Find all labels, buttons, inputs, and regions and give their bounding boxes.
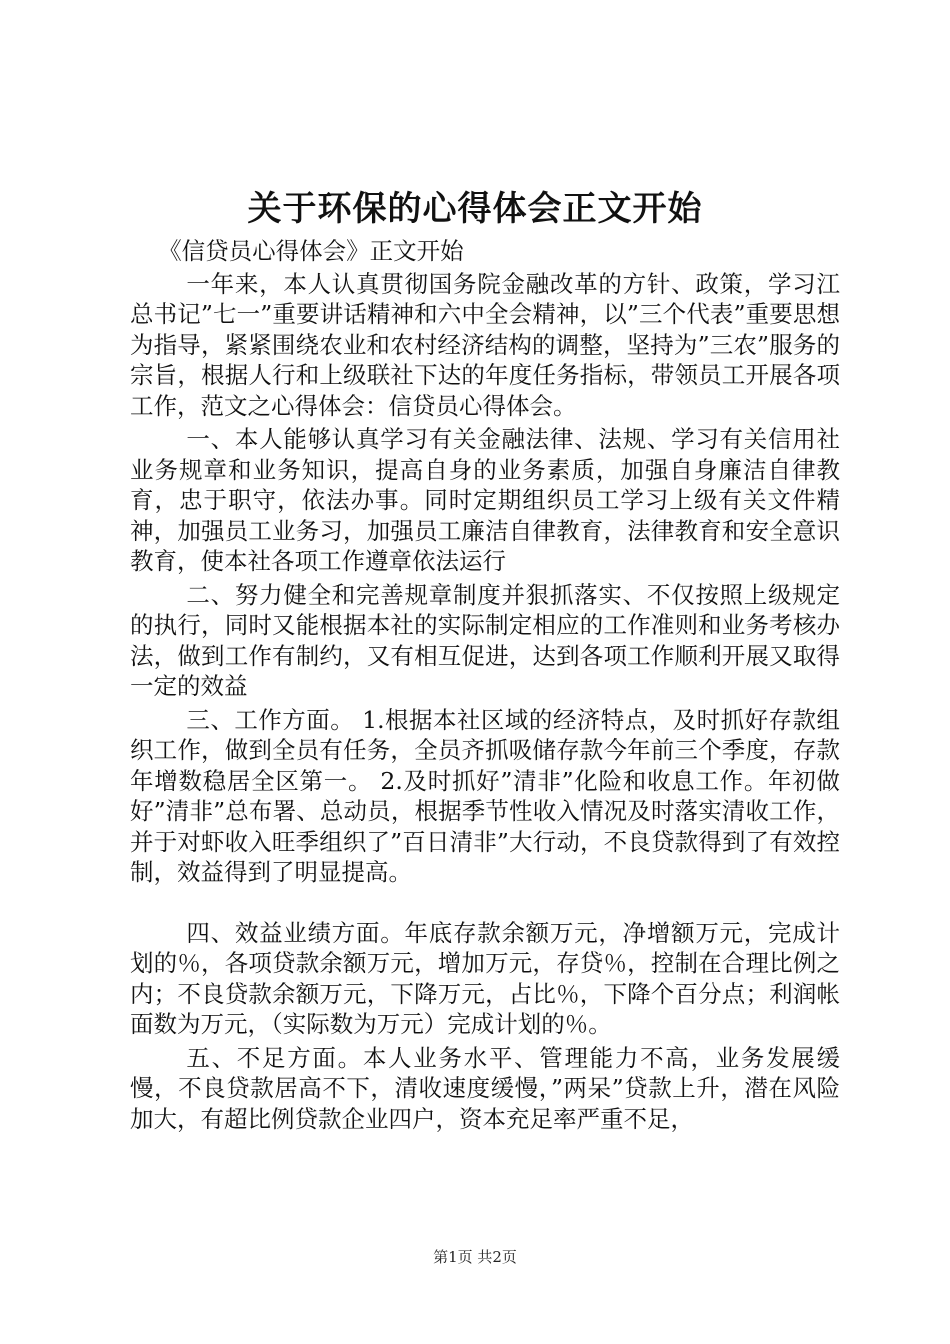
paragraph-intro: 一年来，本人认真贯彻国务院金融改革的方针、政策，学习江总书记”七一”重要讲话精神和六中全会精神，以”三个代表”重要思想为指导，紧紧围绕农业和农村经济结构的调整，坚持为”三农”服务的宗旨，根据人行和上级联社下达的年度任务指标，带领员工开展各项工作，范文之心得体会：信贷员心得体会。 (130, 269, 840, 420)
paragraph-section-4: 四、效益业绩方面。年底存款余额万元，净增额万元，完成计划的％，各项贷款余额万元，增加万元，存贷％，控制在合理比例之内；不良贷款余额万元，下降万元，占比％，下降个百分点；利润帐面数为万元，（实际数为万元）完成计划的％。 (130, 918, 840, 1038)
document-body (130, 236, 840, 1137)
paragraph-section-2: 二、努力健全和完善规章制度并狠抓落实、不仅按照上级规定的执行，同时又能根据本社的实际制定相应的工作准则和业务考核办法，做到工作有制约，又有相互促进，达到各项工作顺利开展又取得一定的效益 (130, 580, 840, 700)
paragraph-section-3: 三、工作方面。 1.根据本社区域的经济特点，及时抓好存款组织工作，做到全员有任务，全员齐抓吸储存款今年前三个季度，存款年增数稳居全区第一。 2.及时抓好”清非”化险和收息工作。年初做好”清非”总布署、总动员，根据季节性收入情况及时落实清收工作，并于对虾收入旺季组织了”百日清非”大行动，不良贷款得到了有效控制，效益得到了明显提高。 (130, 705, 840, 886)
document-title: 关于环保的心得体会正文开始 (247, 189, 703, 229)
paragraph-section-1: 一、本人能够认真学习有关金融法律、法规、学习有关信用社业务规章和业务知识，提高自身的业务素质，加强自身廉洁自律教育，忠于职守，依法办事。同时定期组织员工学习上级有关文件精神，加强员工业务习，加强员工廉洁自律教育，法律教育和安全意识教育，使本社各项工作遵章依法运行 (130, 425, 840, 575)
paragraph-section-5: 五、不足方面。本人业务水平、管理能力不高，业务发展缓慢，不良贷款居高不下，清收速度缓慢，”两呆”贷款上升，潜在风险加大，有超比例贷款企业四户，资本充足率严重不足， (130, 1043, 840, 1133)
page-number-footer: 第1页 共2页 (433, 1248, 517, 1266)
document-subtitle: 《信贷员心得体会》正文开始 (158, 237, 464, 265)
